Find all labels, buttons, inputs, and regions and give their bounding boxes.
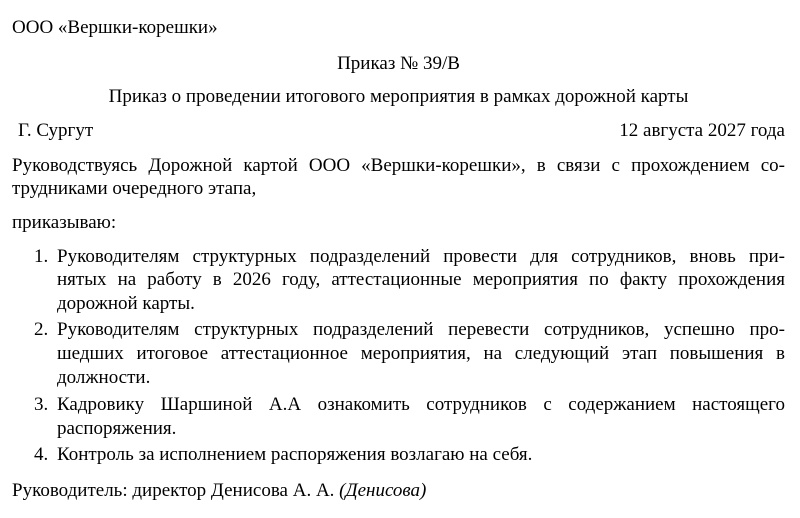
signature-line xyxy=(12,480,426,502)
order-word: приказываю: xyxy=(12,212,117,233)
list-item-line: Руководителям структурных подразделений перевести сотрудников, успешно про- xyxy=(57,319,785,340)
order-title: Приказ о проведении итогового мероприятия в рамках дорожной карты xyxy=(108,86,689,107)
list-item-line: распоряжения. xyxy=(57,418,177,439)
list-item-number: 3. xyxy=(34,394,49,415)
list-item-number: 4. xyxy=(34,444,49,465)
list-item-number: 2. xyxy=(34,319,49,340)
order-document xyxy=(12,0,785,518)
preamble-line-2: трудниками очередного этапа, xyxy=(12,178,257,199)
list-item-line: нятых на работу в 2026 году, аттестационные мероприятия по факту прохождения xyxy=(57,269,785,290)
list-item-line: должности. xyxy=(57,367,151,388)
signature-label: Руководитель: директор Денисова А. А. xyxy=(12,480,335,501)
order-number: Приказ № 39/В xyxy=(337,53,460,74)
list-item-line: Контроль за исполнением распоряжения возлагаю на себя. xyxy=(57,444,533,465)
list-item-number: 1. xyxy=(34,246,49,267)
organization-name: ООО «Вершки-корешки» xyxy=(12,17,218,38)
signature-name: (Денисова) xyxy=(339,480,427,501)
place-date-row xyxy=(18,120,785,142)
order-date: 12 августа 2027 года xyxy=(619,120,785,141)
city: Г. Сургут xyxy=(18,120,94,141)
list-item-line: Кадровику Шаршиной А.А ознакомить сотрудников с содержанием настоящего xyxy=(57,394,785,415)
list-item-line: дорожной карты. xyxy=(57,293,195,314)
list-item-line: Руководителям структурных подразделений провести для сотрудников, вновь при- xyxy=(57,246,785,267)
preamble-line-1: Руководствуясь Дорожной картой ООО «Вершки-корешки», в связи с прохождением со- xyxy=(12,155,785,176)
list-item-line: шедших итоговое аттестационное мероприятия, на следующий этап повышения в xyxy=(57,343,785,364)
